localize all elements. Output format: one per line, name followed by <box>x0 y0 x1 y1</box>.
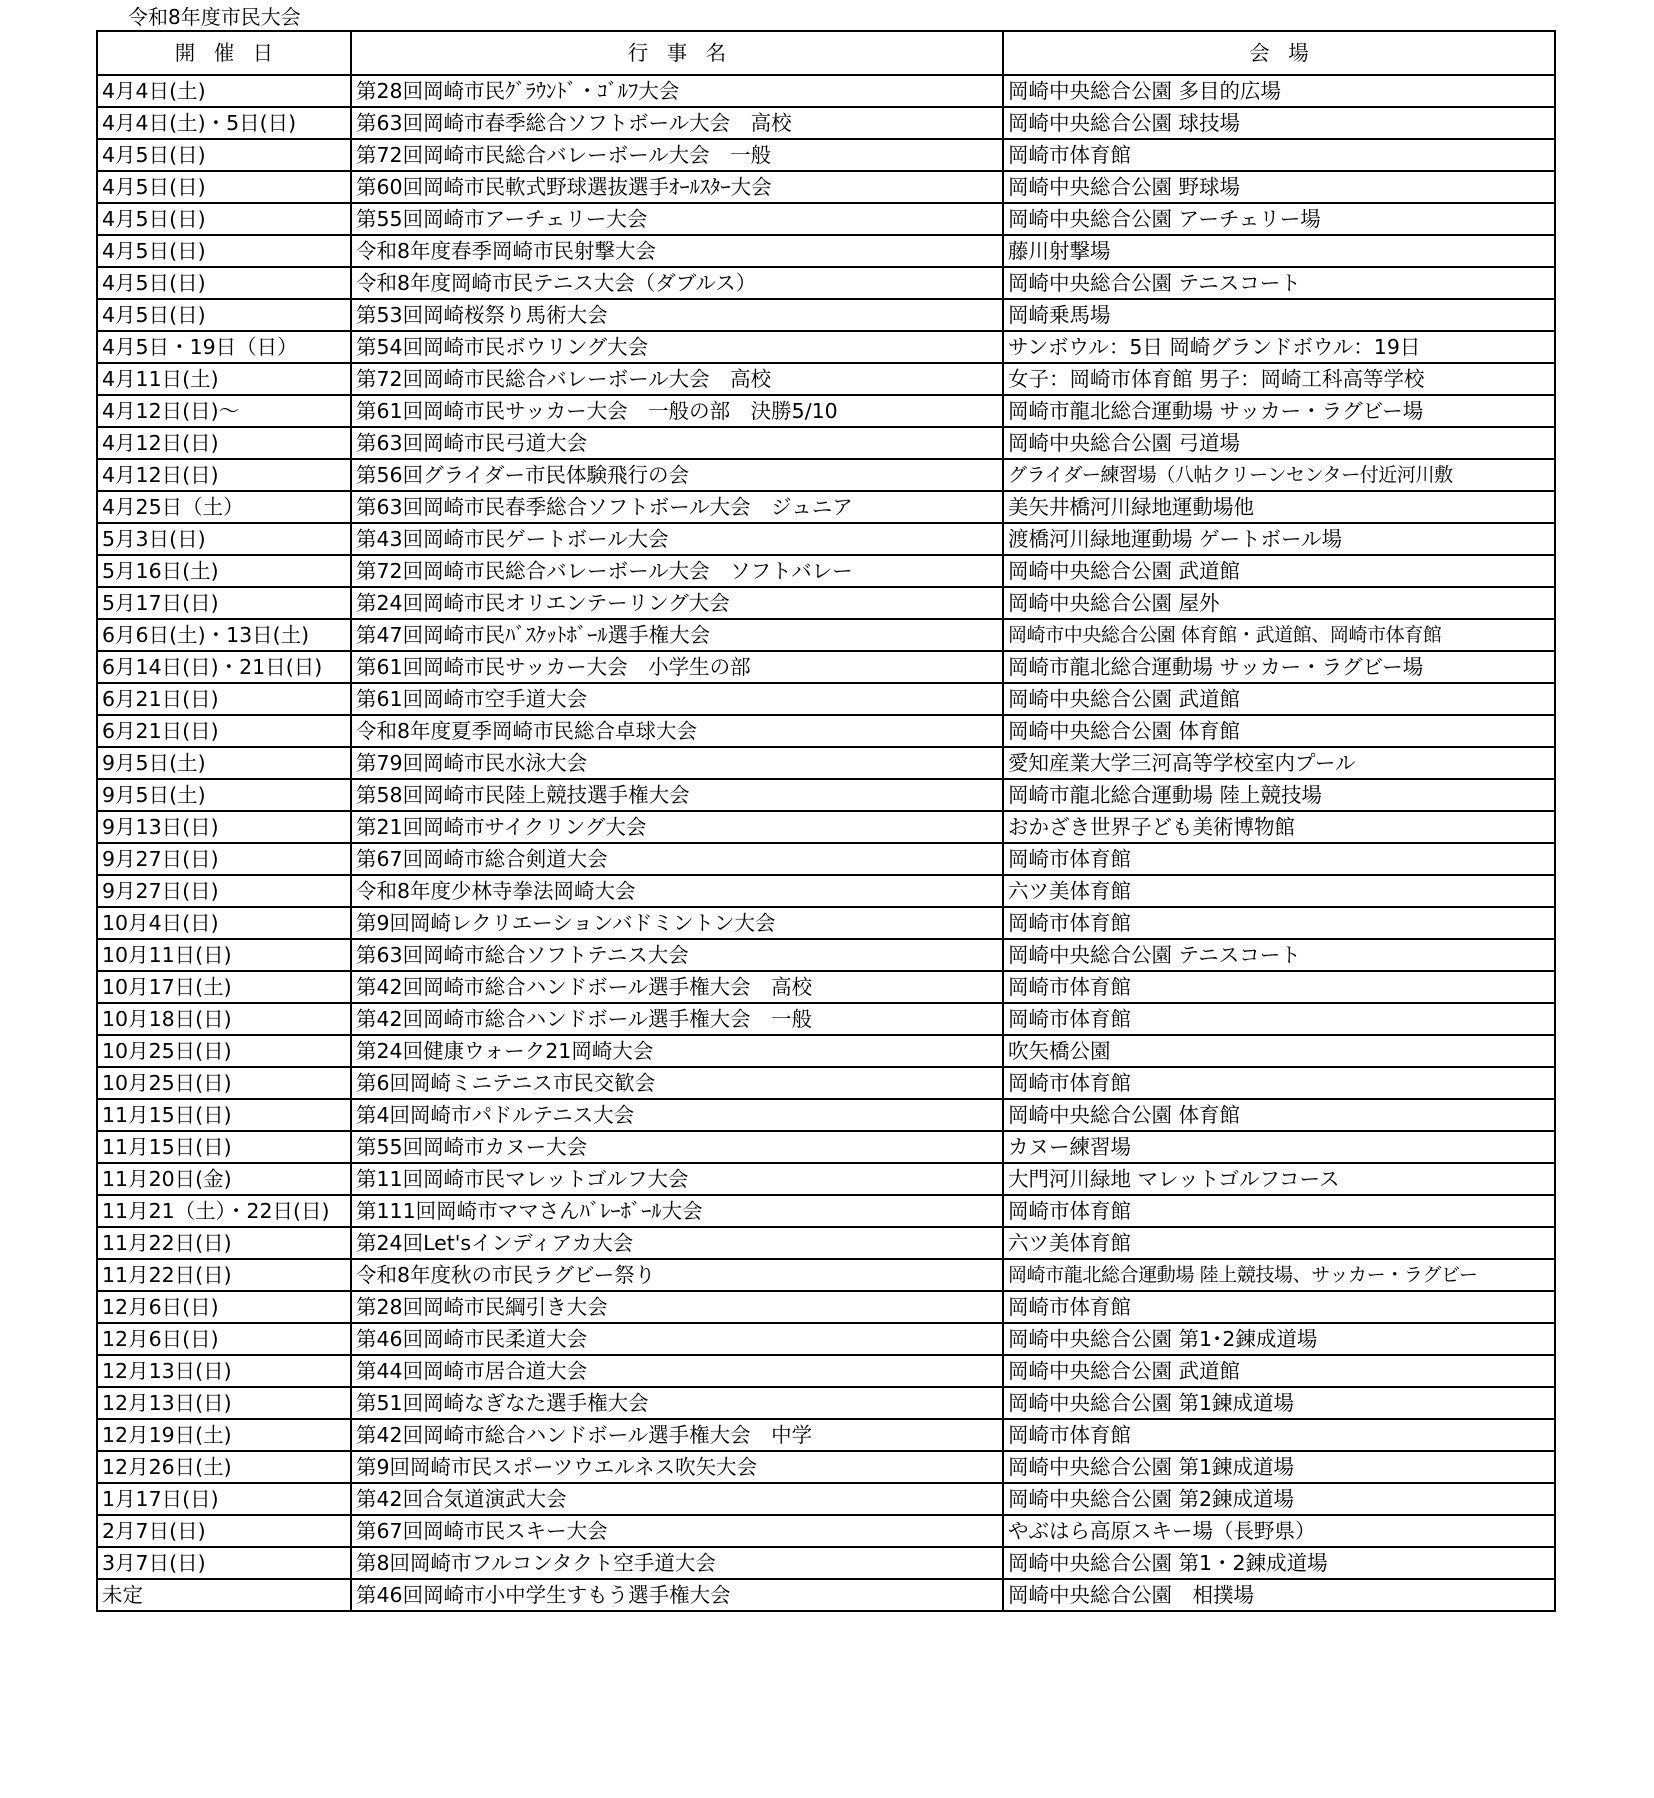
venue-cell: やぶはら高原スキー場（長野県） <box>1003 1515 1555 1547</box>
table-row <box>97 1259 1555 1291</box>
date-cell: 4月12日(日)～ <box>97 395 351 427</box>
venue-cell: 岡崎中央総合公園 第1･2錬成道場 <box>1003 1323 1555 1355</box>
venue-cell: 岡崎中央総合公園 多目的広場 <box>1003 75 1555 107</box>
table-row <box>97 1227 1555 1259</box>
venue-cell: 岡崎乗馬場 <box>1003 299 1555 331</box>
event-cell: 第42回岡崎市総合ハンドボール選手権大会 一般 <box>351 1003 1003 1035</box>
date-cell: 10月25日(日) <box>97 1035 351 1067</box>
date-cell: 4月5日(日) <box>97 203 351 235</box>
venue-cell: サンボウル：5日 岡崎グランドボウル：19日 <box>1003 331 1555 363</box>
date-cell: 9月27日(日) <box>97 875 351 907</box>
venue-cell: 女子：岡崎市体育館 男子：岡崎工科高等学校 <box>1003 363 1555 395</box>
date-cell: 12月19日(土) <box>97 1419 351 1451</box>
table-row <box>97 491 1555 523</box>
venue-cell: 岡崎中央総合公園 体育館 <box>1003 715 1555 747</box>
date-cell: 4月12日(日) <box>97 459 351 491</box>
date-cell: 6月14日(日)・21日(日) <box>97 651 351 683</box>
table-row <box>97 1067 1555 1099</box>
venue-cell: 岡崎中央総合公園 第1錬成道場 <box>1003 1387 1555 1419</box>
table-body <box>97 75 1555 1611</box>
venue-cell: 岡崎市龍北総合運動場 サッカー・ラグビー場 <box>1003 651 1555 683</box>
event-cell: 令和8年度少林寺拳法岡崎大会 <box>351 875 1003 907</box>
date-cell: 11月21（土）・22日(日) <box>97 1195 351 1227</box>
date-cell: 4月4日(土)・5日(日) <box>97 107 351 139</box>
date-cell: 4月5日(日) <box>97 267 351 299</box>
venue-cell: 岡崎中央総合公園 武道館 <box>1003 1355 1555 1387</box>
date-cell: 4月5日(日) <box>97 139 351 171</box>
event-cell: 令和8年度秋の市民ラグビー祭り <box>351 1259 1003 1291</box>
event-cell: 令和8年度夏季岡崎市民総合卓球大会 <box>351 715 1003 747</box>
venue-cell: 岡崎市龍北総合運動場 サッカー・ラグビー場 <box>1003 395 1555 427</box>
table-row <box>97 1195 1555 1227</box>
table-row <box>97 651 1555 683</box>
table-row <box>97 907 1555 939</box>
venue-cell: 岡崎中央総合公園 テニスコート <box>1003 267 1555 299</box>
table-row <box>97 203 1555 235</box>
event-cell: 第72回岡崎市民総合バレーボール大会 高校 <box>351 363 1003 395</box>
date-cell: 6月6日(土)・13日(土) <box>97 619 351 651</box>
date-cell: 10月11日(日) <box>97 939 351 971</box>
date-cell: 11月22日(日) <box>97 1227 351 1259</box>
event-cell: 第60回岡崎市民軟式野球選抜選手ｵｰﾙｽﾀｰ大会 <box>351 171 1003 203</box>
table-row <box>97 1131 1555 1163</box>
date-cell: 10月25日(日) <box>97 1067 351 1099</box>
venue-cell: 岡崎市体育館 <box>1003 1195 1555 1227</box>
event-cell: 第51回岡崎なぎなた選手権大会 <box>351 1387 1003 1419</box>
table-row <box>97 1579 1555 1611</box>
table-row <box>97 75 1555 107</box>
table-row <box>97 587 1555 619</box>
date-cell: 4月5日・19日（日） <box>97 331 351 363</box>
table-row <box>97 1355 1555 1387</box>
event-cell: 第21回岡崎市サイクリング大会 <box>351 811 1003 843</box>
table-row <box>97 1323 1555 1355</box>
event-cell: 第63回岡崎市総合ソフトテニス大会 <box>351 939 1003 971</box>
table-row <box>97 363 1555 395</box>
event-cell: 第47回岡崎市民ﾊﾞｽｹｯﾄﾎﾞｰﾙ選手権大会 <box>351 619 1003 651</box>
venue-cell: 岡崎市体育館 <box>1003 907 1555 939</box>
event-cell: 第44回岡崎市居合道大会 <box>351 1355 1003 1387</box>
table-row <box>97 747 1555 779</box>
event-cell: 第67回岡崎市総合剣道大会 <box>351 843 1003 875</box>
event-cell: 第72回岡崎市民総合バレーボール大会 一般 <box>351 139 1003 171</box>
venue-cell: 岡崎中央総合公園 第1・2錬成道場 <box>1003 1547 1555 1579</box>
venue-cell: 岡崎中央総合公園 相撲場 <box>1003 1579 1555 1611</box>
date-cell: 1月17日(日) <box>97 1483 351 1515</box>
table-row <box>97 939 1555 971</box>
date-cell: 10月4日(日) <box>97 907 351 939</box>
event-cell: 第8回岡崎市フルコンタクト空手道大会 <box>351 1547 1003 1579</box>
event-cell: 第42回合気道演武大会 <box>351 1483 1003 1515</box>
venue-cell: 吹矢橋公園 <box>1003 1035 1555 1067</box>
date-cell: 4月5日(日) <box>97 235 351 267</box>
venue-cell: 岡崎中央総合公園 体育館 <box>1003 1099 1555 1131</box>
venue-cell: 岡崎中央総合公園 第1錬成道場 <box>1003 1451 1555 1483</box>
date-cell: 12月13日(日) <box>97 1355 351 1387</box>
date-cell: 9月27日(日) <box>97 843 351 875</box>
event-cell: 第58回岡崎市民陸上競技選手権大会 <box>351 779 1003 811</box>
table-row <box>97 299 1555 331</box>
venue-cell: 岡崎市体育館 <box>1003 1067 1555 1099</box>
date-cell: 4月11日(土) <box>97 363 351 395</box>
venue-cell: 六ツ美体育館 <box>1003 1227 1555 1259</box>
event-cell: 令和8年度春季岡崎市民射撃大会 <box>351 235 1003 267</box>
date-cell: 5月16日(土) <box>97 555 351 587</box>
table-row <box>97 1291 1555 1323</box>
venue-cell: 六ツ美体育館 <box>1003 875 1555 907</box>
table-row <box>97 331 1555 363</box>
table-row <box>97 427 1555 459</box>
column-header-date: 開催日 <box>97 31 351 75</box>
table-row <box>97 811 1555 843</box>
column-header-venue: 会場 <box>1003 31 1555 75</box>
table-row <box>97 1003 1555 1035</box>
event-cell: 第42回岡崎市総合ハンドボール選手権大会 中学 <box>351 1419 1003 1451</box>
table-row <box>97 523 1555 555</box>
event-cell: 第42回岡崎市総合ハンドボール選手権大会 高校 <box>351 971 1003 1003</box>
event-cell: 第28回岡崎市民ｸﾞﾗｳﾝﾄﾞ・ｺﾞﾙﾌ大会 <box>351 75 1003 107</box>
table-row <box>97 619 1555 651</box>
venue-cell: 岡崎中央総合公園 球技場 <box>1003 107 1555 139</box>
table-row <box>97 1547 1555 1579</box>
date-cell: 3月7日(日) <box>97 1547 351 1579</box>
table-row <box>97 555 1555 587</box>
table-row <box>97 267 1555 299</box>
date-cell: 10月17日(土) <box>97 971 351 1003</box>
table-row <box>97 1387 1555 1419</box>
event-cell: 第11回岡崎市民マレットゴルフ大会 <box>351 1163 1003 1195</box>
event-cell: 第63回岡崎市民春季総合ソフトボール大会 ジュニア <box>351 491 1003 523</box>
date-cell: 6月21日(日) <box>97 715 351 747</box>
date-cell: 4月5日(日) <box>97 171 351 203</box>
event-cell: 第61回岡崎市民サッカー大会 小学生の部 <box>351 651 1003 683</box>
venue-cell: 美矢井橋河川緑地運動場他 <box>1003 491 1555 523</box>
event-cell: 第63回岡崎市民弓道大会 <box>351 427 1003 459</box>
venue-cell: 渡橋河川緑地運動場 ゲートボール場 <box>1003 523 1555 555</box>
table-row <box>97 1163 1555 1195</box>
table-row <box>97 683 1555 715</box>
venue-cell: 岡崎中央総合公園 アーチェリー場 <box>1003 203 1555 235</box>
table-row <box>97 139 1555 171</box>
date-cell: 11月20日(金) <box>97 1163 351 1195</box>
venue-cell: おかざき世界子ども美術博物館 <box>1003 811 1555 843</box>
date-cell: 9月13日(日) <box>97 811 351 843</box>
date-cell: 11月15日(日) <box>97 1131 351 1163</box>
event-cell: 第111回岡崎市ママさんﾊﾞﾚｰﾎﾞｰﾙ大会 <box>351 1195 1003 1227</box>
venue-cell: 岡崎市体育館 <box>1003 1291 1555 1323</box>
event-cell: 第56回グライダー市民体験飛行の会 <box>351 459 1003 491</box>
table-row <box>97 779 1555 811</box>
date-cell: 4月12日(日) <box>97 427 351 459</box>
table-row <box>97 843 1555 875</box>
event-cell: 第24回Let'sインディアカ大会 <box>351 1227 1003 1259</box>
date-cell: 12月6日(日) <box>97 1291 351 1323</box>
venue-cell: 愛知産業大学三河高等学校室内プール <box>1003 747 1555 779</box>
date-cell: 12月6日(日) <box>97 1323 351 1355</box>
date-cell: 4月25日（土） <box>97 491 351 523</box>
venue-cell: 岡崎中央総合公園 野球場 <box>1003 171 1555 203</box>
date-cell: 12月26日(土) <box>97 1451 351 1483</box>
venue-cell: 岡崎中央総合公園 屋外 <box>1003 587 1555 619</box>
table-header-row <box>97 31 1555 75</box>
table-row <box>97 715 1555 747</box>
table-row <box>97 107 1555 139</box>
event-cell: 第9回岡崎レクリエーションバドミントン大会 <box>351 907 1003 939</box>
event-schedule-table <box>96 30 1556 1612</box>
table-row <box>97 1515 1555 1547</box>
table-row <box>97 235 1555 267</box>
event-cell: 第46回岡崎市小中学生すもう選手権大会 <box>351 1579 1003 1611</box>
date-cell: 4月4日(土) <box>97 75 351 107</box>
venue-cell: 岡崎中央総合公園 武道館 <box>1003 683 1555 715</box>
venue-cell: 岡崎中央総合公園 弓道場 <box>1003 427 1555 459</box>
event-cell: 第54回岡崎市民ボウリング大会 <box>351 331 1003 363</box>
event-cell: 第72回岡崎市民総合バレーボール大会 ソフトバレー <box>351 555 1003 587</box>
table-row <box>97 171 1555 203</box>
venue-cell: 岡崎市中央総合公園 体育館・武道館、岡崎市体育館 <box>1003 619 1555 651</box>
page-title: 令和8年度市民大会 <box>128 5 301 29</box>
venue-cell: 岡崎中央総合公園 テニスコート <box>1003 939 1555 971</box>
date-cell: 11月15日(日) <box>97 1099 351 1131</box>
column-header-event: 行事名 <box>351 31 1003 75</box>
table-row <box>97 1035 1555 1067</box>
table-row <box>97 1419 1555 1451</box>
date-cell: 4月5日(日) <box>97 299 351 331</box>
date-cell: 5月17日(日) <box>97 587 351 619</box>
venue-cell: 岡崎市体育館 <box>1003 1419 1555 1451</box>
event-cell: 第79回岡崎市民水泳大会 <box>351 747 1003 779</box>
table-row <box>97 875 1555 907</box>
table-row <box>97 971 1555 1003</box>
event-cell: 第24回岡崎市民オリエンテーリング大会 <box>351 587 1003 619</box>
date-cell: 12月13日(日) <box>97 1387 351 1419</box>
table-row <box>97 459 1555 491</box>
venue-cell: 岡崎市体育館 <box>1003 843 1555 875</box>
event-cell: 第55回岡崎市カヌー大会 <box>351 1131 1003 1163</box>
venue-cell: カヌー練習場 <box>1003 1131 1555 1163</box>
event-cell: 第9回岡崎市民スポーツウエルネス吹矢大会 <box>351 1451 1003 1483</box>
event-cell: 第61回岡崎市民サッカー大会 一般の部 決勝5/10 <box>351 395 1003 427</box>
event-cell: 第67回岡崎市民スキー大会 <box>351 1515 1003 1547</box>
event-cell: 第24回健康ウォーク21岡崎大会 <box>351 1035 1003 1067</box>
table-row <box>97 395 1555 427</box>
venue-cell: 岡崎中央総合公園 第2錬成道場 <box>1003 1483 1555 1515</box>
event-cell: 令和8年度岡崎市民テニス大会（ダブルス） <box>351 267 1003 299</box>
date-cell: 未定 <box>97 1579 351 1611</box>
venue-cell: 岡崎市体育館 <box>1003 1003 1555 1035</box>
venue-cell: 岡崎市龍北総合運動場 陸上競技場 <box>1003 779 1555 811</box>
table-row <box>97 1099 1555 1131</box>
date-cell: 9月5日(土) <box>97 747 351 779</box>
date-cell: 11月22日(日) <box>97 1259 351 1291</box>
venue-cell: 岡崎市体育館 <box>1003 139 1555 171</box>
event-cell: 第46回岡崎市民柔道大会 <box>351 1323 1003 1355</box>
venue-cell: 岡崎市龍北総合運動場 陸上競技場、サッカー・ラグビー <box>1003 1259 1555 1291</box>
venue-cell: 岡崎市体育館 <box>1003 971 1555 1003</box>
venue-cell: グライダー練習場（八帖クリーンセンター付近河川敷 <box>1003 459 1555 491</box>
event-cell: 第53回岡崎桜祭り馬術大会 <box>351 299 1003 331</box>
table-row <box>97 1483 1555 1515</box>
event-cell: 第61回岡崎市空手道大会 <box>351 683 1003 715</box>
venue-cell: 藤川射撃場 <box>1003 235 1555 267</box>
venue-cell: 大門河川緑地 マレットゴルフコース <box>1003 1163 1555 1195</box>
table-row <box>97 1451 1555 1483</box>
event-cell: 第4回岡崎市パドルテニス大会 <box>351 1099 1003 1131</box>
date-cell: 9月5日(土) <box>97 779 351 811</box>
event-cell: 第63回岡崎市春季総合ソフトボール大会 高校 <box>351 107 1003 139</box>
date-cell: 6月21日(日) <box>97 683 351 715</box>
date-cell: 5月3日(日) <box>97 523 351 555</box>
event-cell: 第43回岡崎市民ゲートボール大会 <box>351 523 1003 555</box>
event-cell: 第6回岡崎ミニテニス市民交歓会 <box>351 1067 1003 1099</box>
date-cell: 2月7日(日) <box>97 1515 351 1547</box>
event-cell: 第28回岡崎市民綱引き大会 <box>351 1291 1003 1323</box>
date-cell: 10月18日(日) <box>97 1003 351 1035</box>
event-cell: 第55回岡崎市アーチェリー大会 <box>351 203 1003 235</box>
venue-cell: 岡崎中央総合公園 武道館 <box>1003 555 1555 587</box>
